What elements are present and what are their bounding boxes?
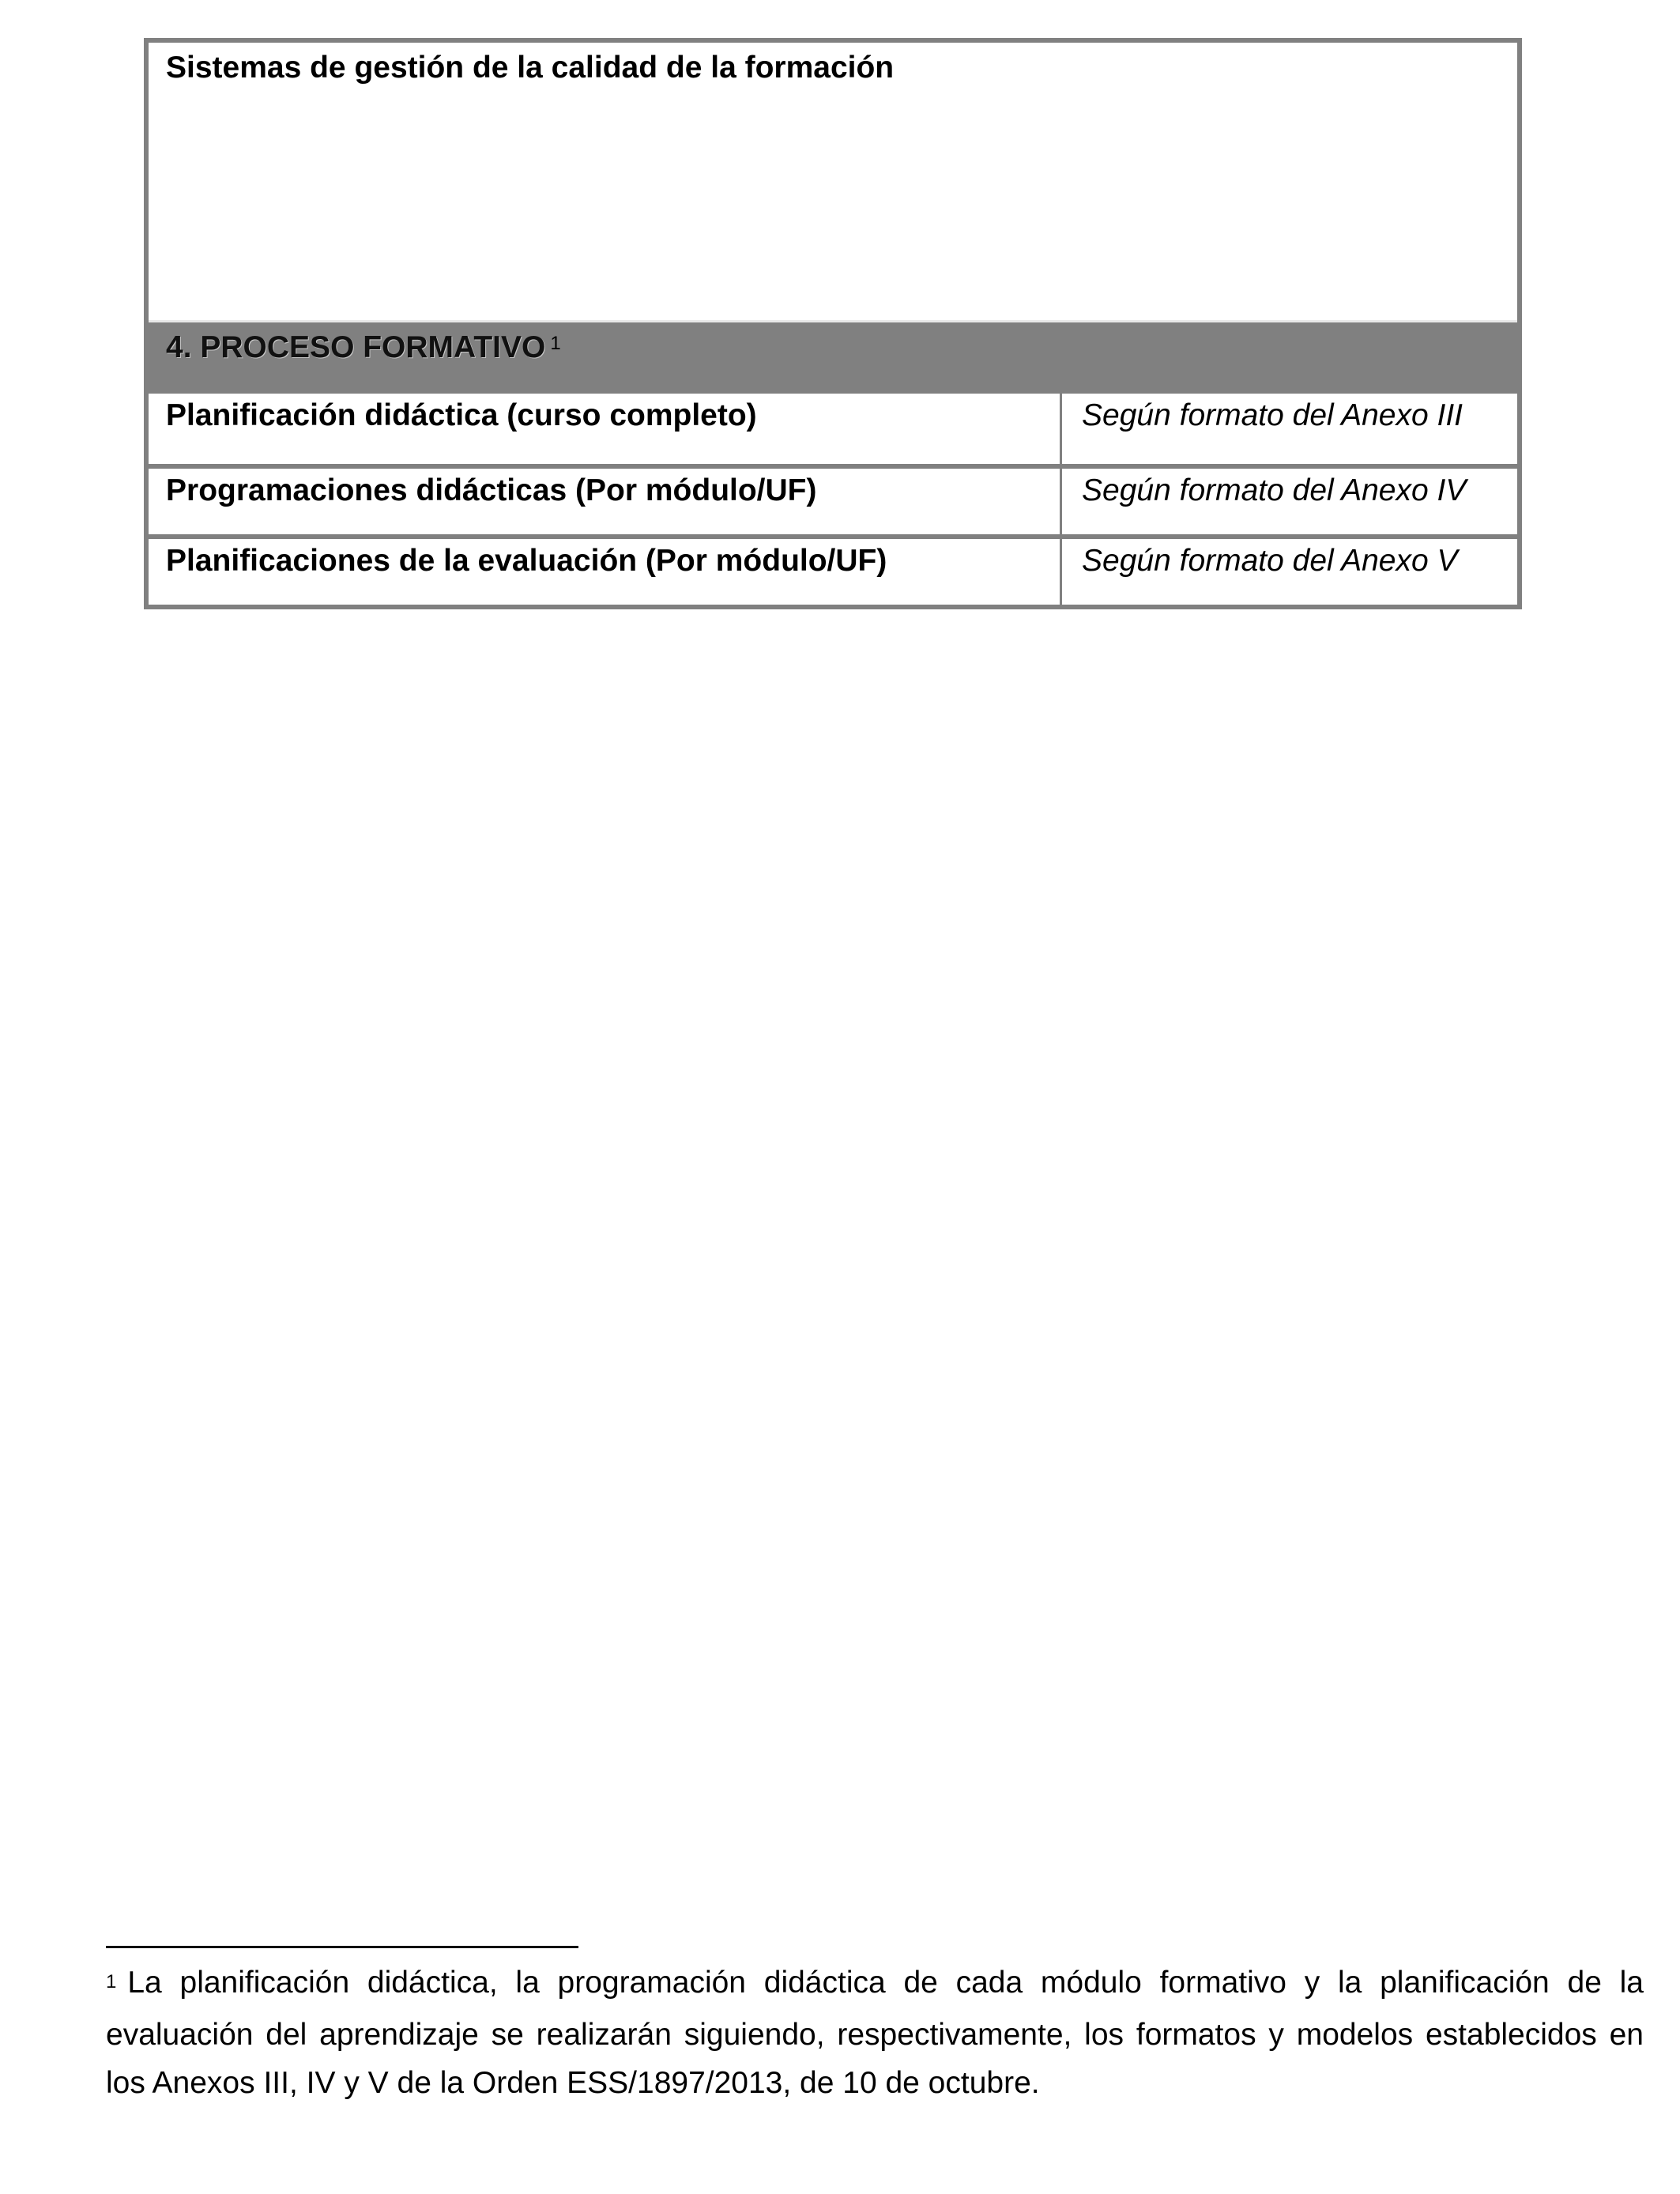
row-value-cell <box>1062 394 1517 464</box>
footnote-separator <box>106 1946 578 1948</box>
row-value: Según formato del Anexo III <box>1082 398 1463 432</box>
row-label-cell <box>149 539 1062 605</box>
table-rows <box>149 394 1517 605</box>
table-row <box>149 394 1517 464</box>
section-title: 4. PROCESO FORMATIVO <box>166 330 546 364</box>
row-label-cell <box>149 469 1062 534</box>
footnote <box>106 1958 1644 2107</box>
footnote-marker: 1 <box>106 1971 117 1992</box>
row-value-cell <box>1062 469 1517 534</box>
footnote-text: La planificación didáctica, la programación didáctica de cada módulo formativo y la planificación de la evaluación del aprendizaje se realizarán siguiendo, respectivamente, los formatos y modelos establecidos en los Anexos III, IV y V de la Orden ESS/1897/2013, de 10 de octubre. <box>106 1966 1644 2100</box>
row-label: Planificaciones de la evaluación (Por módulo/UF) <box>166 544 887 578</box>
quality-systems-title: Sistemas de gestión de la calidad de la formación <box>166 51 895 85</box>
quality-systems-row <box>149 43 1517 320</box>
table-row <box>149 534 1517 605</box>
row-value-cell <box>1062 539 1517 605</box>
row-label: Planificación didáctica (curso completo) <box>166 398 757 432</box>
row-label: Programaciones didácticas (Por módulo/UF) <box>166 473 817 507</box>
row-value: Según formato del Anexo V <box>1082 544 1458 578</box>
section-footnote-ref: 1 <box>550 332 561 354</box>
table-row <box>149 464 1517 534</box>
row-value: Según formato del Anexo IV <box>1082 473 1467 507</box>
section-header <box>149 320 1517 394</box>
row-label-cell <box>149 394 1062 464</box>
form-table <box>144 38 1522 609</box>
